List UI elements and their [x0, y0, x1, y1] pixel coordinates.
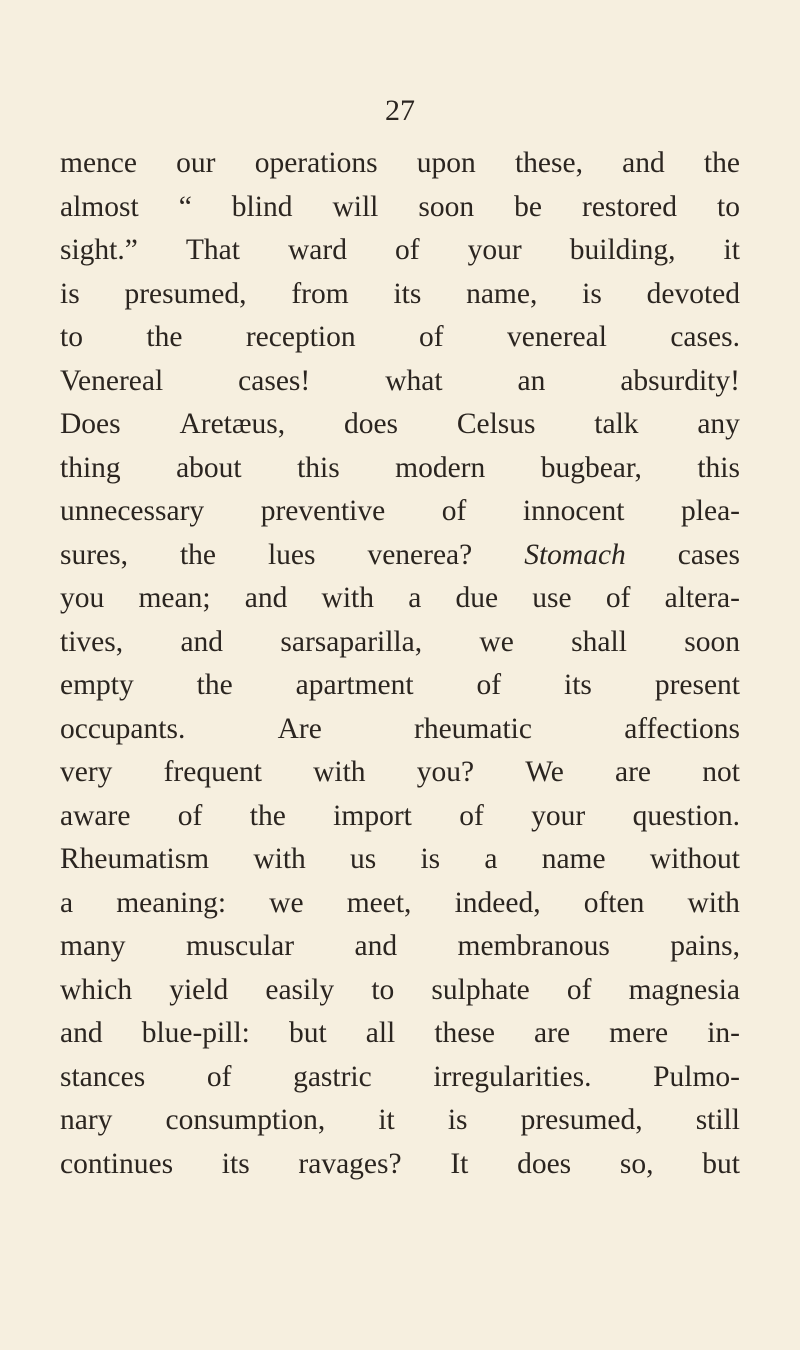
word: and [622, 147, 665, 179]
word: be [514, 190, 542, 223]
word: tives, [60, 625, 124, 658]
text-line [60, 925, 740, 969]
word: of [476, 669, 502, 701]
word: aware [60, 799, 131, 832]
text-line [60, 577, 740, 621]
word: preventive [260, 495, 386, 527]
word: magnesia [628, 973, 740, 1006]
word: it [378, 1104, 395, 1136]
word: are [534, 1017, 571, 1049]
word: sures, [60, 538, 129, 571]
word: but [288, 1017, 327, 1049]
text-line [60, 621, 740, 665]
word: venereal [507, 321, 607, 353]
word: many [60, 930, 126, 962]
word: we [479, 625, 514, 658]
text-line [60, 969, 740, 1013]
word: building, [569, 234, 676, 266]
word: Rheumatism [60, 843, 210, 875]
word: and [354, 930, 398, 962]
word: these [434, 1017, 495, 1049]
word: presumed, [520, 1104, 643, 1136]
word: cases [677, 538, 740, 571]
text-line [60, 838, 740, 882]
word: us [350, 843, 377, 875]
word: in- [707, 1017, 740, 1049]
word: from [291, 277, 349, 310]
word: not [702, 756, 740, 788]
word: the [249, 799, 286, 832]
text-line [60, 1099, 740, 1143]
word: We [525, 756, 564, 788]
word: it [723, 234, 740, 266]
word: and [180, 625, 224, 658]
word: of [419, 321, 444, 353]
word: with [313, 756, 366, 788]
word: frequent [163, 756, 262, 788]
word: irregularities. [433, 1060, 592, 1093]
word: you [60, 582, 105, 614]
text-line [60, 403, 740, 447]
word: of [566, 973, 592, 1006]
word: occupants. [60, 712, 186, 745]
word: present [654, 669, 740, 701]
text-line [60, 1143, 740, 1187]
text-line [60, 273, 740, 317]
word: rheumatic [414, 712, 532, 745]
word: very [60, 756, 113, 788]
word: your [467, 234, 522, 266]
word: its [393, 277, 422, 310]
text-line [60, 447, 740, 491]
word: will [332, 190, 379, 223]
word: you? [416, 756, 475, 788]
word: due [455, 582, 499, 614]
word: of [605, 582, 631, 614]
word: ravages? [298, 1147, 402, 1180]
word: its [564, 669, 592, 701]
word: so, [619, 1147, 654, 1180]
word: to [371, 973, 395, 1006]
word: cases. [670, 321, 740, 353]
word: restored [582, 190, 678, 223]
word: the [146, 321, 183, 353]
word: import [333, 799, 412, 832]
word: often [583, 886, 645, 919]
word: we [269, 886, 304, 919]
word: mere [609, 1017, 669, 1049]
word: is [447, 1104, 468, 1136]
word: “ [178, 190, 192, 223]
word: That [185, 234, 240, 266]
word: of [395, 234, 420, 266]
word: cases! [238, 364, 311, 397]
text-line [60, 795, 740, 839]
word: membranous [457, 930, 610, 962]
word: all [365, 1017, 396, 1049]
word: with [321, 582, 374, 614]
word: any [697, 408, 740, 440]
word: question. [632, 799, 740, 832]
word: meet, [346, 886, 412, 919]
word: easily [265, 973, 335, 1006]
word: Aretæus, [179, 408, 286, 440]
word: modern [395, 451, 486, 484]
word: continues [60, 1147, 174, 1180]
word: about [176, 451, 242, 484]
word: soon [418, 190, 475, 223]
word: is [60, 277, 80, 310]
word: of [206, 1060, 232, 1093]
word: talk [594, 408, 639, 440]
word: soon [684, 625, 740, 658]
word: this [697, 451, 740, 484]
text-line [60, 751, 740, 795]
word: name, [466, 277, 538, 310]
word: reception [245, 321, 356, 353]
word: with [687, 886, 740, 919]
word: Does [60, 408, 121, 440]
word: venerea? [367, 538, 473, 571]
word: a [408, 582, 422, 614]
body-text [60, 142, 740, 1186]
word: still [695, 1104, 740, 1136]
word: operations [254, 147, 378, 179]
word: and [60, 1017, 103, 1049]
word: are [615, 756, 652, 788]
word: muscular [185, 930, 295, 962]
word: of [441, 495, 467, 527]
word: but [702, 1147, 740, 1180]
word: Are [277, 712, 322, 745]
word: thing [60, 451, 121, 484]
word: is [420, 843, 441, 875]
word: meaning: [116, 886, 227, 919]
text-line [60, 708, 740, 752]
word: sarsaparilla, [280, 625, 423, 658]
text-line [60, 490, 740, 534]
word: which [60, 973, 133, 1006]
word: our [176, 147, 216, 179]
word: ward [288, 234, 347, 266]
word: Stomach [524, 538, 626, 571]
word: of [177, 799, 203, 832]
page-number: 27 [385, 94, 415, 127]
word: its [221, 1147, 250, 1180]
word: does [343, 408, 399, 440]
word: stances [60, 1060, 146, 1093]
word: the [179, 538, 217, 571]
word: Pulmo- [653, 1060, 740, 1093]
word: this [297, 451, 340, 484]
text-line [60, 664, 740, 708]
word: blind [231, 190, 293, 223]
word: sight.” [60, 234, 138, 266]
text-line [60, 1056, 740, 1100]
word: empty [60, 669, 134, 701]
text-line [60, 142, 740, 186]
word: these, [514, 147, 583, 179]
word: plea- [681, 495, 740, 527]
word: lues [267, 538, 316, 571]
word: of [459, 799, 484, 832]
text-line [60, 534, 740, 578]
word: nary [60, 1104, 113, 1136]
word: bugbear, [540, 451, 642, 484]
word: the [196, 669, 233, 701]
word: almost [60, 190, 139, 223]
word: with [253, 843, 306, 875]
word: use [532, 582, 572, 614]
word: apartment [295, 669, 414, 701]
word: shall [571, 625, 627, 658]
word: a [484, 843, 498, 875]
text-line [60, 229, 740, 273]
word: consumption, [165, 1104, 326, 1136]
word: does [517, 1147, 572, 1180]
word: mence [60, 147, 137, 179]
word: Celsus [456, 408, 536, 440]
text-line [60, 316, 740, 360]
word: It [450, 1147, 469, 1180]
word: name [541, 843, 606, 875]
word: to [60, 321, 83, 353]
word: yield [169, 973, 229, 1006]
word: what [385, 364, 443, 397]
text-line [60, 360, 740, 404]
word: the [703, 147, 740, 179]
word: an [517, 364, 546, 397]
word: upon [416, 147, 476, 179]
word: Venereal [60, 364, 164, 397]
text-line [60, 186, 740, 230]
word: pains, [670, 930, 740, 962]
text-line [60, 882, 740, 926]
word: gastric [293, 1060, 372, 1093]
word: devoted [646, 277, 740, 310]
word: and [244, 582, 288, 614]
word: affections [624, 712, 740, 745]
word: presumed, [124, 277, 247, 310]
word: to [717, 190, 740, 223]
word: altera- [664, 582, 740, 614]
word: mean; [138, 582, 211, 614]
word: is [582, 277, 602, 310]
word: sulphate [431, 973, 530, 1006]
word: indeed, [454, 886, 541, 919]
word: a [60, 886, 74, 919]
word: your [531, 799, 586, 832]
word: blue-pill: [141, 1017, 250, 1049]
text-line [60, 1012, 740, 1056]
word: unnecessary [60, 495, 205, 527]
word: innocent [522, 495, 625, 527]
word: absurdity! [620, 364, 740, 397]
word: without [649, 843, 740, 875]
